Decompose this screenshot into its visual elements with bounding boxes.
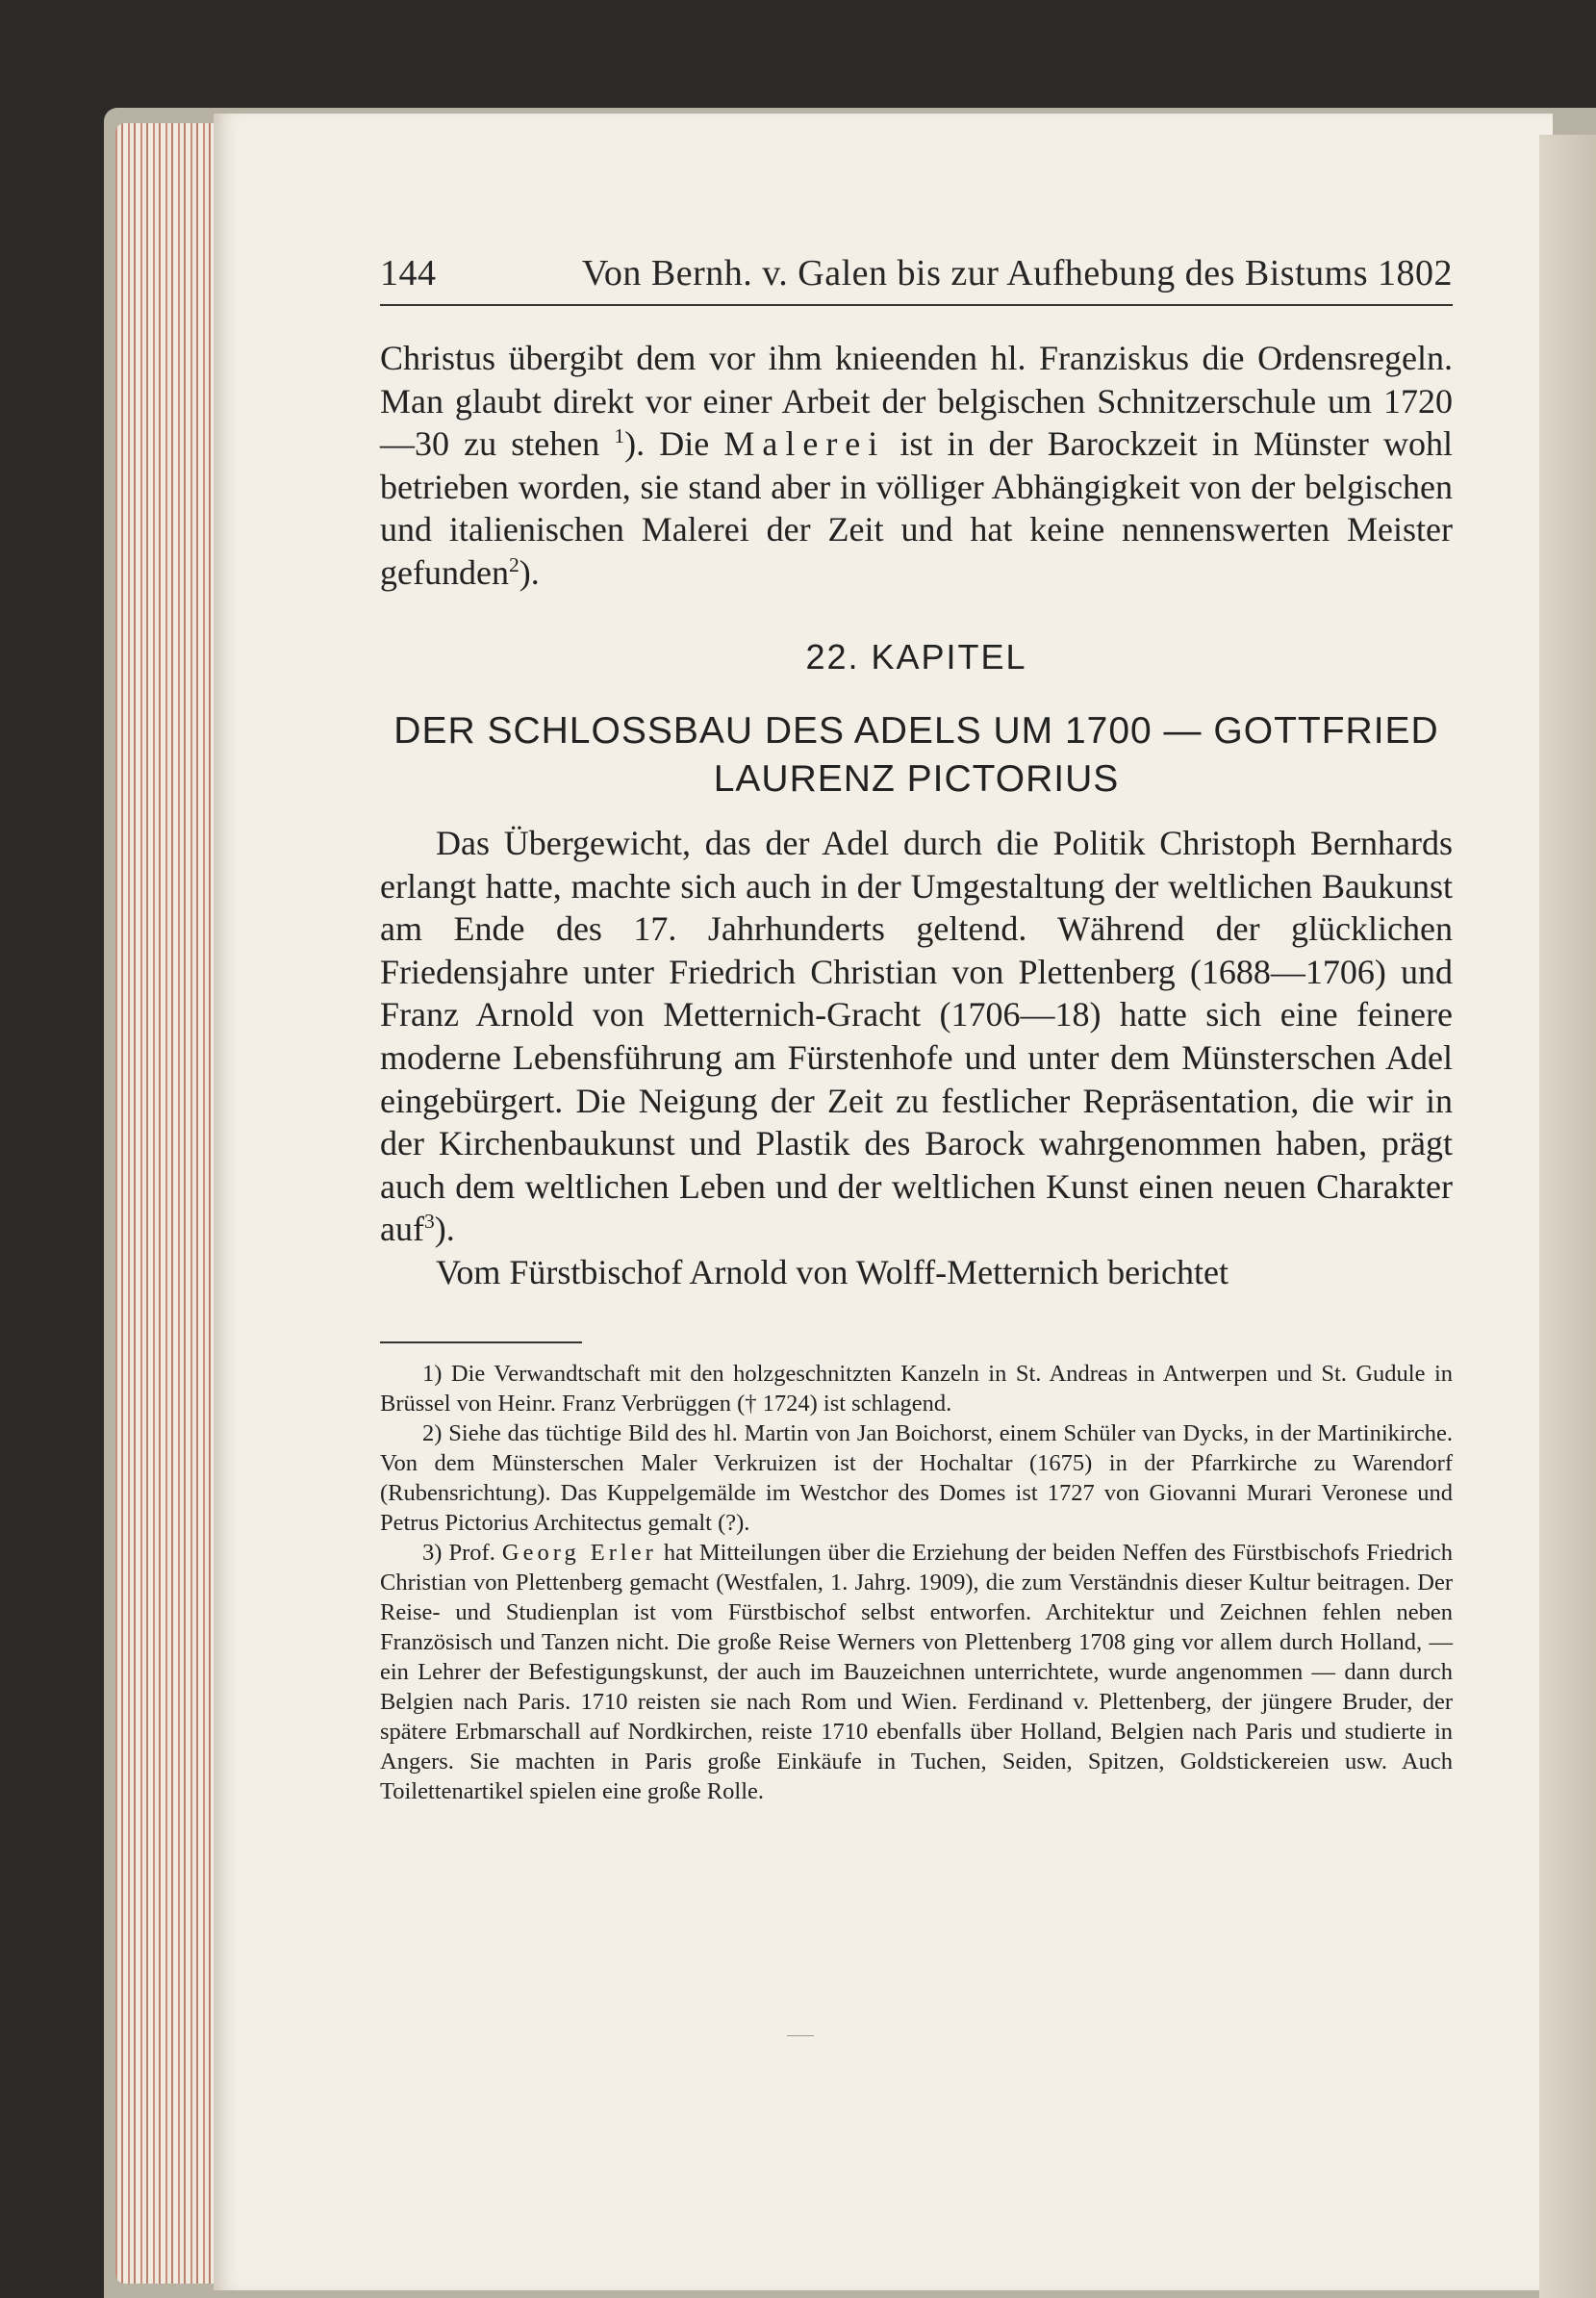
- intro-text-mid: ). Die: [624, 424, 710, 464]
- page-number: 144: [380, 253, 437, 294]
- footnote-1: 1) Die Verwandtschaft mit den holzgeschnitzten Kanzeln in St. Andreas in Antwerpen und St. Gudule in Brüssel von Heinr. Franz Verbrüggen († 1724) ist schlagend.: [380, 1361, 1453, 1417]
- footnote-3-text: hat Mitteilungen über die Erziehung der beiden Neffen des Fürstbischofs Friedrich Christian von Plettenberg gemacht (Westfalen, 1. Jahrg. 1909), die zum Verständnis dieser Kultur beitragen. Der Reise- und Studienplan ist vom Fürstbischof selbst entworfen. Architektur und Zeichnen fehlen neben Französisch und Tanzen nicht. Die große Reise Werners von Plettenberg 1708 ging vor allem durch Holland, — ein Lehrer der Befestigungskunst, der auch im Bauzeichnen unterrichtete, wurde angenommen — dann durch Belgien nach Paris. 1710 reisten sie nach Rom und Wien. Ferdinand v. Plettenberg, der jüngere Bruder, der spätere Erbmarschall auf Nordkirchen, reiste 1710 ebenfalls über Holland, Belgien nach Paris und studierte in Angers. Sie machten in Paris große Einkäufe in Tuchen, Seiden, Spitzen, Goldstickereien usw. Auch Toilettenartikel spielen eine große Rolle.: [380, 1540, 1454, 1804]
- paragraph-1-end: ).: [434, 1210, 455, 1249]
- footnote-3-prefix: 3) Prof.: [422, 1540, 495, 1566]
- chapter-title-line-2: LAURENZ PICTORIUS: [713, 758, 1120, 800]
- intro-text-end: ).: [519, 552, 540, 592]
- intro-paragraph: [380, 337, 1453, 595]
- book-gutter: [1539, 135, 1596, 2298]
- footnote-ref-2: 2: [508, 552, 519, 576]
- chapter-title-line-1: DER SCHLOSSBAU DES ADELS UM 1700 — GOTTFRIED: [393, 710, 1439, 752]
- footnote-2: 2) Siehe das tüchtige Bild des hl. Martin von Jan Boichorst, einem Schüler van Dycks, in der Martinikirche. Von dem Münsterschen Maler Verkruizen ist der Hochaltar (1675) in der Pfarrkirche zu Warendorf (Rubensrichtung). Das Kuppelgemälde im Westchor des Domes ist 1727 von Giovanni Murari Veronese und Petrus Pictorius Architectus gemalt (?).: [380, 1420, 1453, 1536]
- header-rule: [380, 304, 1453, 306]
- page-mark: [787, 2035, 814, 2036]
- footnote-3-author: Georg Erler: [501, 1540, 657, 1566]
- page-edges: [115, 123, 221, 2284]
- footnote-ref-3: 3: [423, 1210, 435, 1234]
- chapter-number: 22. KAPITEL: [805, 637, 1027, 677]
- footnotes: [380, 1359, 1453, 1806]
- running-title: Von Bernh. v. Galen bis zur Aufhebung des Bistums 1802: [581, 253, 1453, 294]
- running-header: [380, 252, 1453, 294]
- paragraph-1: [380, 822, 1453, 1251]
- paragraph-1-text: Das Übergewicht, das der Adel durch die Politik Christoph Bernhards erlangt hatte, machte sich auch in der Umgestaltung der weltlichen Baukunst am Ende des 17. Jahrhunderts geltend. Während der glücklichen Friedensjahre unter Friedrich Christian von Plettenberg (1688—1706) und Franz Arnold von Metternich-Gracht (1706—18) hatte sich eine feinere moderne Lebensführung am Fürstenhofe und unter dem Münsterschen Adel eingebürgert. Die Neigung der Zeit zu festlicher Repräsentation, die wir in der Kirchenbaukunst und Plastik des Barock wahrgenommen haben, prägt auch dem weltlichen Leben und der weltlichen Kunst einen neuen Charakter auf: [380, 824, 1453, 1249]
- spaced-word: Malerei: [723, 424, 886, 464]
- intro-text-a: Christus übergibt dem vor ihm knieenden hl. Franziskus die Ordensregeln. Man glaubt direkt vor einer Arbeit der belgischen Schnitzerschule um 1720—30 zu stehen: [380, 339, 1453, 464]
- footnote-3: [380, 1538, 1453, 1806]
- paragraph-2: Vom Fürstbischof Arnold von Wolff-Metternich berichtet: [436, 1252, 1229, 1291]
- intro-text-b: ist in der Barockzeit in Münster wohl betrieben worden, sie stand aber in völliger Abhängigkeit von der belgischen und italienischen Malerei der Zeit und hat keine nennenswerten Meister gefunden: [380, 424, 1454, 592]
- footnote-rule: [380, 1341, 582, 1343]
- main-text: [380, 822, 1453, 1294]
- chapter-title: [380, 707, 1453, 804]
- footnote-ref-1: 1: [614, 424, 625, 448]
